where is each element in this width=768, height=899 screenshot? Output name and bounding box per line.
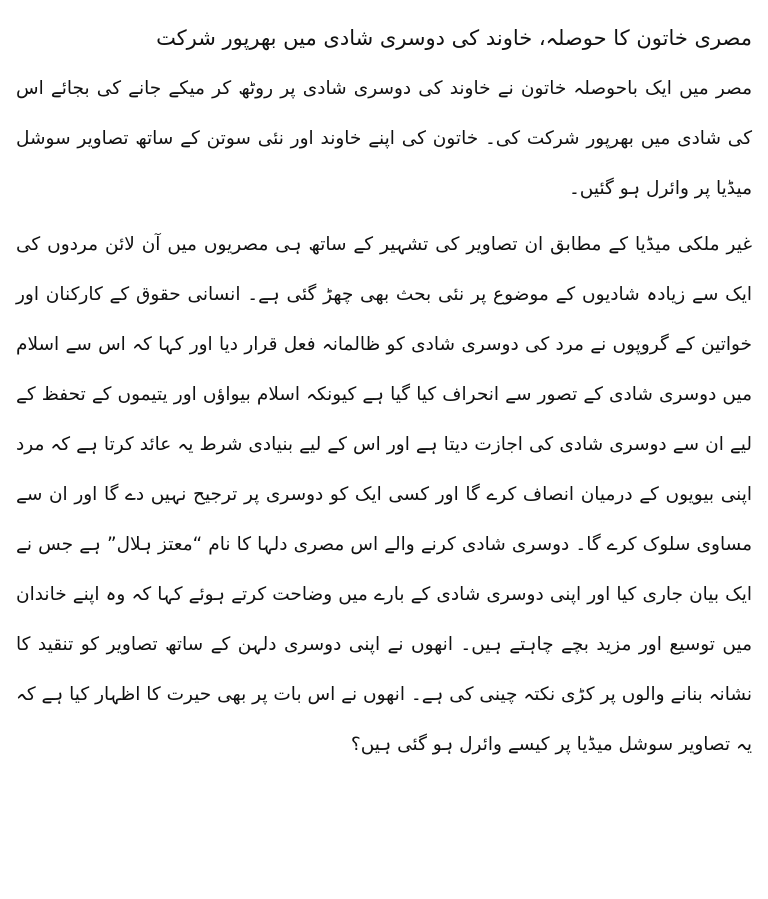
article-paragraph-1: مصر میں ایک باحوصلہ خاتون نے خاوند کی دوسری شادی پر روٹھ کر میکے جانے کی بجائے اس کی شادی میں بھرپور شرکت کی۔ خاتون کی اپنے خاوند اور نئی سوتن کے ساتھ تصاویر سوشل میڈیا پر وائرل ہو گئیں۔ bbox=[16, 78, 752, 199]
article-paragraph-2: غیر ملکی میڈیا کے مطابق ان تصاویر کی تشہیر کے ساتھ ہی مصریوں میں آن لائن مردوں کی ایک سے زیادہ شادیوں کے موضوع پر نئی بحث بھی چھڑ گئی ہے۔ انسانی حقوق کے کارکنان اور خواتین کے گروپوں نے مرد کی دوسری شادی کو ظالمانہ فعل قرار دیا اور کہا کہ اس سے اسلام میں دوسری شادی کے تصور سے انحراف کیا گیا ہے کیونکہ اسلام بیواؤں اور یتیموں کے تحفظ کے لیے ان سے دوسری شادی کی اجازت دیتا ہے اور اس کے لیے بنیادی شرط یہ عائد کرتا ہے کہ مرد اپنی بیویوں کے درمیان انصاف کرے گا اور کسی ایک کو دوسری پر ترجیح نہیں دے گا اور ان سے مساوی سلوک کرے گا۔ دوسری شادی کرنے والے اس مصری دلہا کا نام “معتز ہلال” ہے جس نے ایک بیان جاری کیا اور اپنی دوسری شادی کے بارے میں وضاحت کرتے ہوئے کہا کہ وہ اپنے خاندان میں توسیع اور مزید بچے چاہتے ہیں۔ انھوں نے اپنی دوسری دلہن کے ساتھ تصاویر کو تنقید کا نشانہ بنانے والوں پر کڑی نکتہ چینی کی ہے۔ انھوں نے اس بات پر بھی حیرت کا اظہار کیا ہے کہ یہ تصاویر سوشل میڈیا پر کیسے وائرل ہو گئی ہیں؟ bbox=[16, 234, 752, 755]
article-headline: مصری خاتون کا حوصلہ، خاوند کی دوسری شادی میں بھرپور شرکت bbox=[156, 26, 752, 50]
